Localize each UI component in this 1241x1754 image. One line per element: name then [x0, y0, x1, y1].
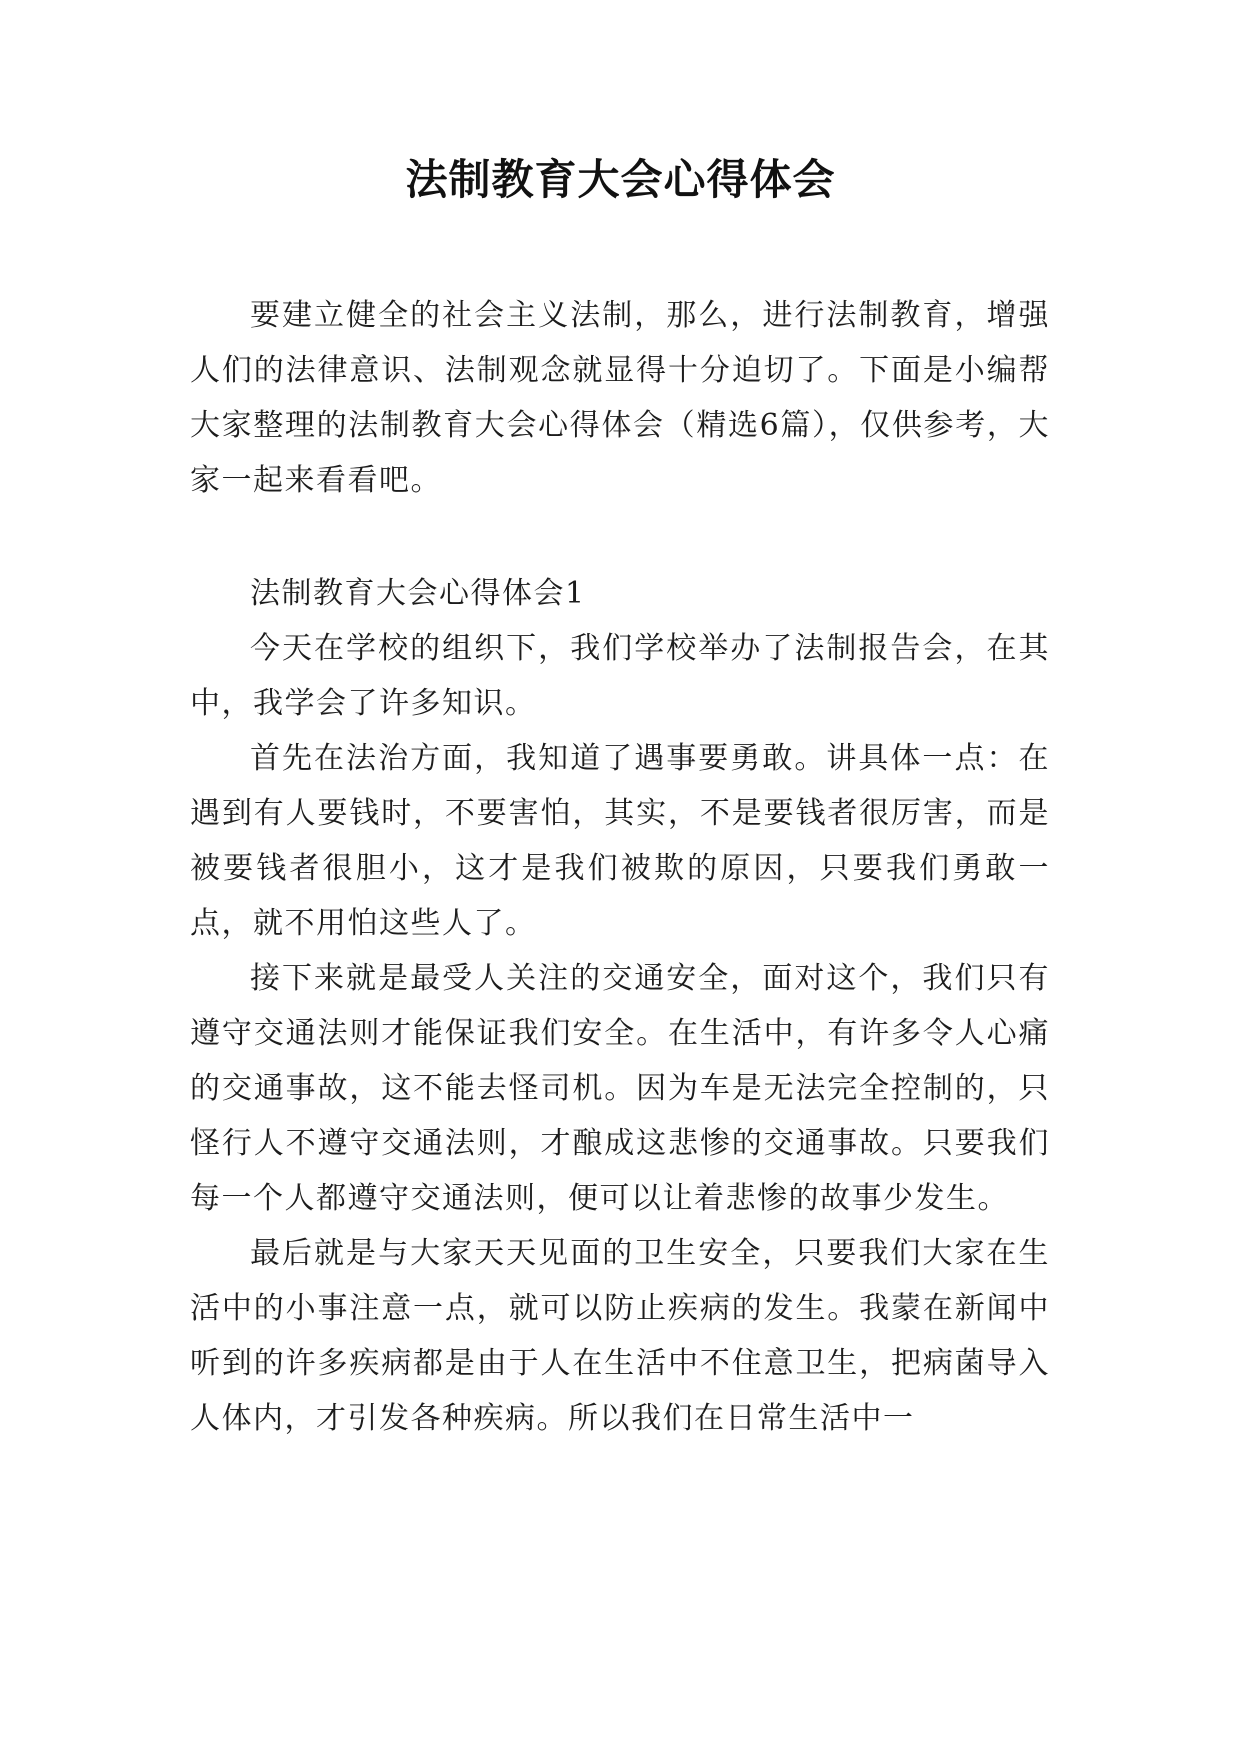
body-paragraph: 接下来就是最受人关注的交通安全，面对这个，我们只有遵守交通法则才能保证我们安全。在生活中，有许多令人心痛的交通事故，这不能去怪司机。因为车是无法完全控制的，只怪行人不遵守交通法则，才酿成这悲惨的交通事故。只要我们每一个人都遵守交通法则，便可以让着悲惨的故事少发生。 — [190, 961, 1050, 1216]
body-paragraph: 最后就是与大家天天见面的卫生安全，只要我们大家在生活中的小事注意一点，就可以防止疾病的发生。我蒙在新闻中听到的许多疾病都是由于人在生活中不住意卫生，把病菌导入人体内，才引发各种疾病。所以我们在日常生活中一 — [190, 1236, 1050, 1436]
document-title: 法制教育大会心得体会 — [405, 155, 836, 204]
document-body — [190, 288, 1050, 1446]
body-paragraph: 首先在法治方面，我知道了遇事要勇敢。讲具体一点：在遇到有人要钱时，不要害怕，其实，不是要钱者很厉害，而是被要钱者很胆小，这才是我们被欺的原因，只要我们勇敢一点，就不用怕这些人了。 — [190, 741, 1050, 941]
section-heading: 法制教育大会心得体会1 — [250, 576, 586, 611]
body-paragraph: 今天在学校的组织下，我们学校举办了法制报告会，在其中，我学会了许多知识。 — [190, 631, 1050, 721]
intro-paragraph: 要建立健全的社会主义法制，那么，进行法制教育，增强人们的法律意识、法制观念就显得十分迫切了。下面是小编帮大家整理的法制教育大会心得体会（精选6篇），仅供参考，大家一起来看看吧。 — [190, 298, 1050, 498]
